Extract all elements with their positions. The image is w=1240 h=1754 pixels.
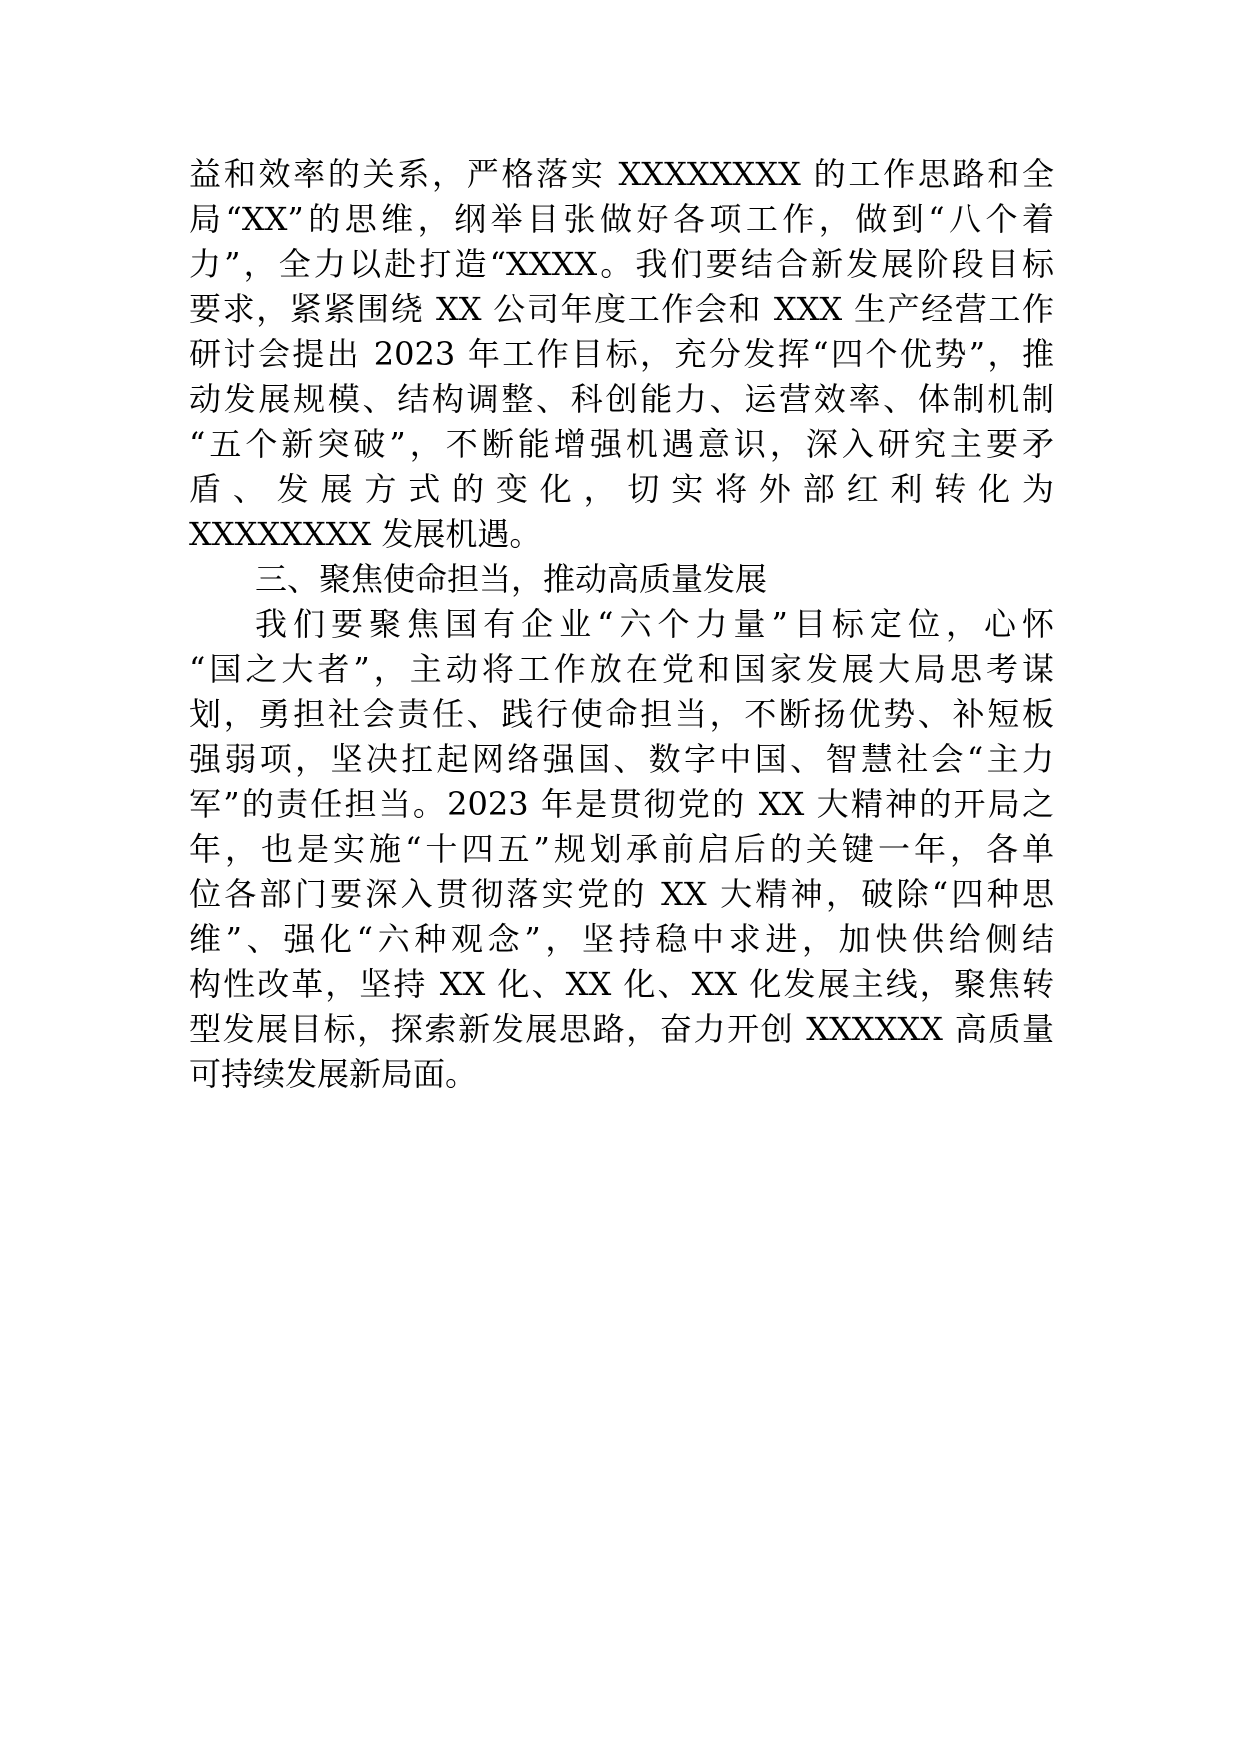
- text-line: 型发展目标，探索新发展思路，奋力开创 XXXXXX 高质量: [189, 1010, 1054, 1048]
- text-line: 局“XX”的思维，纲举目张做好各项工作，做到“八个着: [189, 200, 1054, 238]
- text-line: 构性改革，坚持 XX 化、XX 化、XX 化发展主线，聚焦转: [189, 965, 1054, 1003]
- text-line: 研讨会提出 2023 年工作目标，充分发挥“四个优势”，推: [189, 335, 1054, 373]
- text-line: 划，勇担社会责任、践行使命担当，不断扬优势、补短板: [189, 695, 1054, 733]
- text-line: 军”的责任担当。2023 年是贯彻党的 XX 大精神的开局之: [189, 785, 1054, 823]
- text-line: “五个新突破”，不断能增强机遇意识，深入研究主要矛: [189, 425, 1054, 463]
- text-line: 强弱项，坚决扛起网络强国、数字中国、智慧社会“主力: [189, 740, 1054, 778]
- text-line: XXXXXXXX 发展机遇。: [189, 515, 542, 553]
- text-line: 动发展规模、结构调整、科创能力、运营效率、体制机制: [189, 380, 1054, 418]
- text-line: 我们要聚焦国有企业“六个力量”目标定位，心怀: [255, 605, 1054, 643]
- text-line: 维”、强化“六种观念”，坚持稳中求进，加快供给侧结: [189, 920, 1054, 958]
- section-heading: 三、聚焦使命担当，推动高质量发展: [255, 560, 768, 598]
- text-line: 力”，全力以赴打造“XXXX。我们要结合新发展阶段目标: [189, 245, 1054, 283]
- paragraph-continued: [189, 152, 1054, 557]
- text-line: 可持续发展新局面。: [189, 1055, 478, 1093]
- text-line: 要求，紧紧围绕 XX 公司年度工作会和 XXX 生产经营工作: [189, 290, 1054, 328]
- text-line: 益和效率的关系，严格落实 XXXXXXXX 的工作思路和全: [189, 155, 1054, 193]
- text-line: “国之大者”，主动将工作放在党和国家发展大局思考谋: [189, 650, 1054, 688]
- paragraph: [189, 602, 1054, 1097]
- text-line: 年，也是实施“十四五”规划承前启后的关键一年，各单: [189, 830, 1054, 868]
- text-line: 盾、发展方式的变化，切实将外部红利转化为: [189, 470, 1054, 508]
- document-body: [189, 152, 1054, 1097]
- text-line: 位各部门要深入贯彻落实党的 XX 大精神，破除“四种思: [189, 875, 1054, 913]
